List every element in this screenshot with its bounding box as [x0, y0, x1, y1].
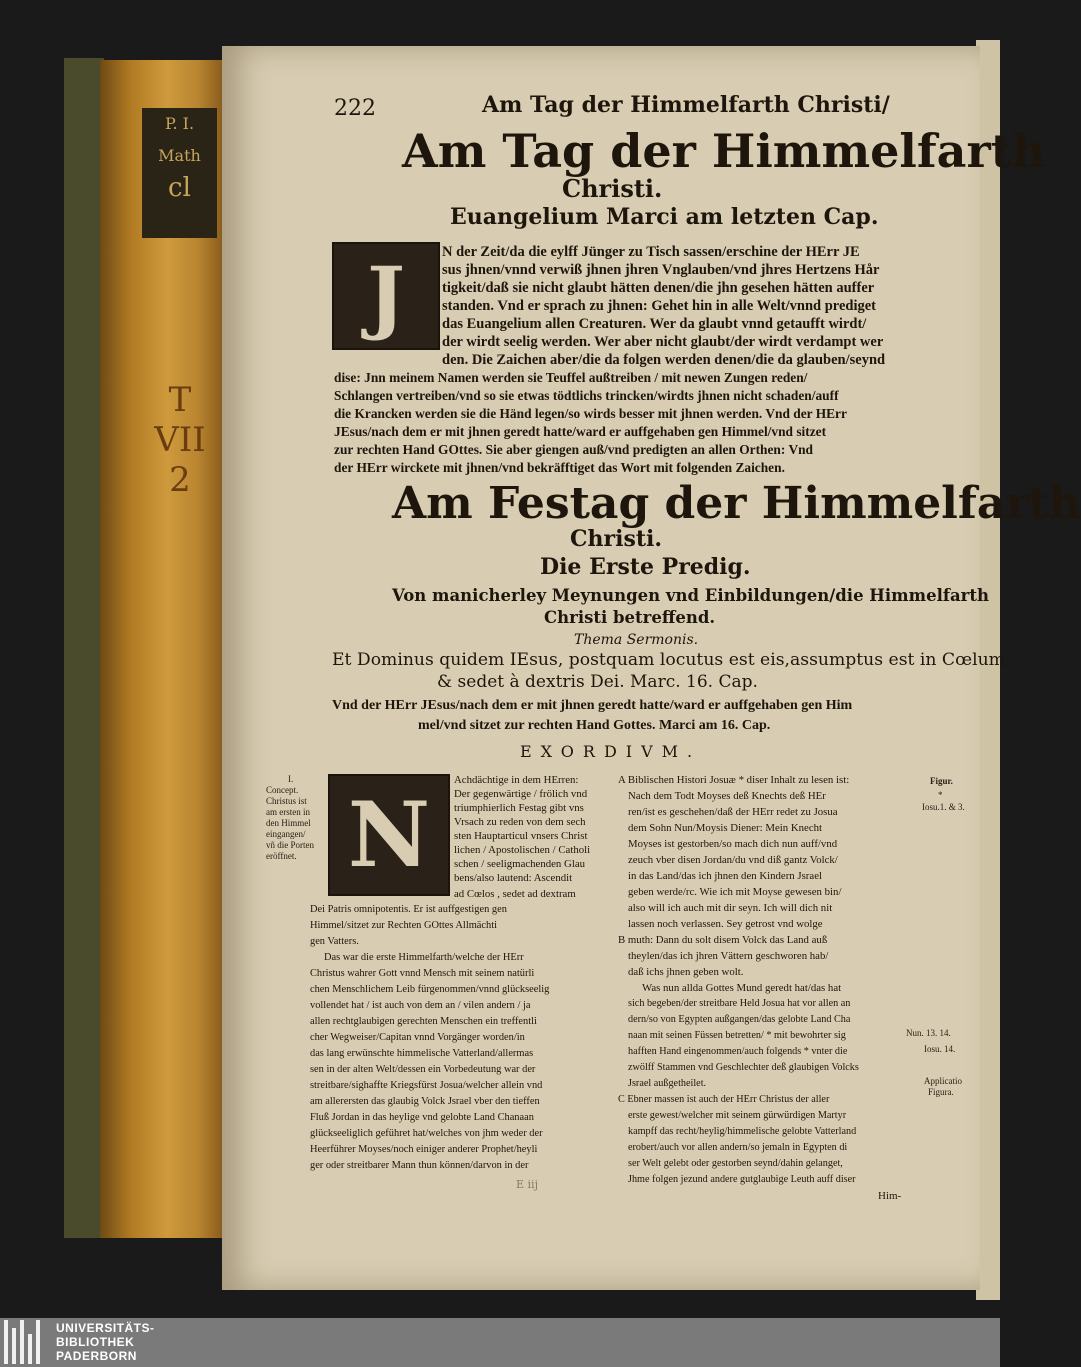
lc-line-12: streitbare/sighaffte Kriegsfürst Josua/welcher allein vnd	[310, 1080, 543, 1091]
rc-line-21: C Ebner massen ist auch der HErr Christus der aller	[618, 1094, 830, 1105]
lc-beside-9: ad Cœlos , sedet ad dextram	[454, 888, 576, 900]
rc-line-13: daß ichs jhnen geben wolt.	[628, 966, 744, 978]
logo-line-1: UNIVERSITÄTS-	[56, 1321, 155, 1335]
rc-line-16: dern/so von Egypten außgangen/das gelobte Land Cha	[628, 1014, 851, 1025]
rc-line-8: geben werde/rc. Wie ich mit Moyse gewesen bin/	[628, 886, 842, 898]
spine-text-1: P. I. Math	[158, 114, 201, 165]
german-text-1: Vnd der HErr JEsus/nach dem er mit jhnen geredt hatte/ward er auffgehaben gen Him	[332, 698, 853, 713]
rc-line-12: theylen/das ich jhren Vättern geschworen hab/	[628, 950, 829, 962]
german-text-2: mel/vnd sitzet zur rechten Hand Gottes. Marci am 16. Cap.	[418, 718, 771, 733]
rc-line-11: B muth: Dann du solt disem Volck das Land auß	[618, 934, 828, 946]
rc-line-22: erste gewest/welcher mit seinem gürwürdigen Martyr	[628, 1110, 847, 1121]
lc-beside-7: schen / seeligmachenden Glau	[454, 858, 586, 870]
latin-text-2: & sedet à dextris Dei. Marc. 16. Cap.	[437, 672, 758, 692]
lc-line-5: Christus wahrer Gott vnnd Mensch mit seinem natürli	[310, 968, 535, 979]
s1-line-7: den. Die Zaichen aber/die da folgen werden denen/die da glauben/seynd	[442, 352, 886, 368]
s1-line-13: der HErr wirckete mit jhnen/vnd bekräfftiget das Wort mit folgenden Zaichen.	[334, 460, 785, 475]
rc-line-2: Nach dem Todt Moyses deß Knechts deß HEr	[628, 790, 826, 802]
margin-note-8: eröffnet.	[266, 851, 297, 861]
right-margin-ref-3: Iosu. 14.	[924, 1044, 956, 1054]
lc-beside-1: Achdächtige in dem HErren:	[454, 774, 579, 786]
section2-heading-2: Christi betreffend.	[544, 608, 716, 627]
margin-note-6: eingangen/	[266, 829, 306, 839]
s1-line-10: die Krancken werden sie die Händ legen/so wirds besser mit jhnen werden. Vnd der HErr	[334, 406, 847, 421]
margin-note-4: am ersten in	[266, 807, 310, 817]
lc-line-15: glückseeliglich geführet hat/welches von jhm weder der	[310, 1128, 543, 1139]
rc-line-25: ser Welt gelebt oder gestorben seynd/dahin gelanget,	[628, 1158, 843, 1169]
spine-text-4: 2	[169, 460, 191, 500]
logo-line-3: PADERBORN	[56, 1349, 137, 1363]
lc-beside-3: triumphierlich Festag gibt vns	[454, 802, 584, 814]
rc-line-20: Jsrael außgetheilet.	[628, 1078, 707, 1089]
rc-line-5: Moyses ist gestorben/so mach dich nun auff/vnd	[628, 838, 838, 850]
rc-line-14: Was nun allda Gottes Mund geredt hat/das hat	[642, 982, 842, 994]
lc-line-1: Dei Patris omnipotentis. Er ist auffgestigen gen	[310, 904, 507, 915]
section1-title: Am Tag der Himmelfarth	[402, 124, 1046, 178]
exordium-heading: EXORDIVM.	[520, 742, 702, 761]
section2-heading-1: Von manicherley Meynungen vnd Einbildungen/die Himmelfarth	[392, 586, 989, 605]
lc-beside-4: Vrsach zu reden von dem sech	[454, 816, 586, 828]
right-margin-figura: Figura.	[928, 1087, 954, 1097]
book-spine	[64, 58, 104, 1238]
lc-line-11: sen in der alten Welt/dessen ein Vorbedeutung war der	[310, 1064, 536, 1075]
right-margin-ref-2: Nun. 13. 14.	[906, 1028, 951, 1038]
catchword: Him-	[878, 1190, 902, 1202]
lc-line-3: gen Vatters.	[310, 936, 359, 947]
lc-beside-8: bens/also lautend: Ascendit	[454, 872, 573, 884]
spine-volume	[150, 380, 210, 500]
lc-beside-2: Der gegenwärtige / frölich vnd	[454, 788, 588, 800]
margin-note-3: Christus ist	[266, 796, 307, 806]
margin-note-7: vñ die Porten	[266, 840, 314, 850]
lc-line-14: Fluß Jordan in das heylige vnd gelobte Land Chanaan	[310, 1112, 534, 1123]
running-head: Am Tag der Himmelfarth Christi/	[482, 92, 890, 118]
library-logo-text	[56, 1321, 155, 1363]
s1-line-3: tigkeit/daß sie nicht glaubt hätten denen/die jhn gesehen hätten auffer	[442, 280, 875, 296]
rc-line-6: zeuch vber disen Jordan/du vnd diß gantz Volck/	[628, 854, 838, 866]
spine-text-2: cl	[168, 173, 191, 203]
left-margin-note	[266, 774, 314, 862]
rc-line-3: ren/ist es geschehen/daß der HErr redet zu Josua	[628, 806, 838, 818]
latin-text-1: Et Dominus quidem IEsus, postquam locutus est eis,assumptus est in Cœlum,	[332, 650, 1011, 670]
thema-sermonis: Thema Sermonis.	[574, 632, 699, 648]
rc-line-15: sich begeben/der streitbare Held Josua hat vor allen an	[628, 998, 851, 1009]
s1-line-11: JEsus/nach dem er mit jhnen geredt hatte/ward er auffgehaben gen Himmel/vnd sitzet	[334, 424, 827, 439]
right-margin-star: *	[938, 790, 943, 800]
rc-line-9: also will ich auch mit dir seyn. Ich will dich nit	[628, 902, 833, 914]
decorated-initial-j: J	[332, 242, 440, 350]
margin-note-1: I.	[288, 774, 294, 784]
lc-line-8: allen rechtglaubigen gerechten Menschen ein treffentli	[310, 1016, 537, 1027]
decorated-initial-n: N	[328, 774, 450, 896]
section2-subtitle: Die Erste Predig.	[540, 554, 751, 580]
rc-line-23: kampff das recht/heylig/himmelische gelobte Vatterland	[628, 1126, 857, 1137]
section2-title: Am Festag der Himmelfarth	[392, 478, 1081, 529]
margin-note-5: den Himmel	[266, 818, 311, 828]
spine-text-3: T VII	[154, 380, 206, 460]
right-margin-ref-1: Iosu.1. & 3.	[922, 802, 965, 812]
rc-line-18: hafften Hand eingenommen/auch folgends * vnter die	[628, 1046, 848, 1057]
page-number: 222	[334, 96, 376, 121]
lc-line-4: Das war die erste Himmelfarth/welche der HErr	[324, 952, 524, 963]
section2-title-line2: Christi.	[570, 526, 663, 552]
s1-line-1: N der Zeit/da die eylff Jünger zu Tisch sassen/erschine der HErr JE	[442, 244, 860, 260]
s1-line-8: dise: Jnn meinem Namen werden sie Teuffel außtreiben / mit newen Zungen reden/	[334, 370, 808, 385]
rc-line-1: A Biblischen Histori Josuæ * diser Inhalt zu lesen ist:	[618, 774, 850, 786]
rc-line-24: erobert/auch vor allen andern/so jemaln in Egypten di	[628, 1142, 848, 1153]
lc-line-7: vollendet hat / ist auch von dem an / vilen andern / ja	[310, 1000, 531, 1011]
rc-line-10: lassen noch verlassen. Sey getrost vnd wolge	[628, 918, 823, 930]
lc-line-10: das lang erwünschte himmelische Vatterland/allermas	[310, 1048, 534, 1059]
lc-line-13: am allerersten das glaubig Volck Jsrael vber den tieffen	[310, 1096, 540, 1107]
s1-line-2: sus jhnen/vnnd verwiß jhnen jhren Vnglauben/vnd jhres Hertzens Hår	[442, 262, 880, 278]
rc-line-7: in das Land/das ich jhnen den Kindern Jsrael	[628, 870, 822, 882]
s1-line-4: standen. Vnd er sprach zu jhnen: Gehet hin in alle Welt/vnnd prediget	[442, 298, 876, 314]
lc-line-16: Heerführer Moyses/noch einiger anderer Prophet/heyli	[310, 1144, 538, 1155]
lc-beside-6: lichen / Apostolischen / Catholi	[454, 844, 591, 856]
book-page	[222, 46, 1081, 1290]
margin-note-2: Concept.	[266, 785, 299, 795]
logo-line-2: BIBLIOTHEK	[56, 1335, 135, 1349]
rc-line-17: naan mit seinen Füssen betretten/ * mit bewohrter sig	[628, 1030, 846, 1041]
s1-line-12: zur rechten Hand GOttes. Sie aber giengen auß/vnd predigten an allen Orthen: Vnd	[334, 442, 814, 457]
rc-line-4: dem Sohn Nun/Moysis Diener: Mein Knecht	[628, 822, 823, 834]
rc-line-26: Jhme folgen jezund andere gutglaubige Leuth auff diser	[628, 1174, 856, 1185]
s1-line-6: der wirdt seelig werden. Wer aber nicht glaubt/der wirdt verdampt wer	[442, 334, 884, 350]
lc-beside-5: sten Hauptarticul vnsers Christ	[454, 830, 588, 842]
right-margin-figur: Figur.	[930, 776, 953, 786]
s1-line-9: Schlangen vertreiben/vnd so sie etwas tödtlichs trincken/wirdts jhnen nicht schaden/auff	[334, 388, 839, 403]
lc-line-9: cher Wegweiser/Capitan vnnd Vorgänger worden/in	[310, 1032, 525, 1043]
rc-line-19: zwölff Stammen vnd Geschlechter deß glaubigen Volcks	[628, 1062, 859, 1073]
lc-line-17: ger oder streitbarer Mann thun können/darvon in der	[310, 1160, 529, 1171]
signature-mark: E iij	[516, 1178, 538, 1191]
s1-line-5: das Euangelium allen Creaturen. Wer da glaubt vnnd getaufft wirdt/	[442, 316, 867, 332]
section1-title-line2: Christi.	[562, 174, 663, 203]
library-logo-icon	[4, 1320, 44, 1364]
lc-line-6: chen Menschlichem Leib fürgenommen/vnnd glückseelig	[310, 984, 550, 995]
lc-line-2: Himmel/sitzet zur Rechten GOttes Allmächti	[310, 920, 497, 931]
spine-label	[142, 108, 217, 238]
right-margin-applicatio: Applicatio	[924, 1076, 962, 1086]
section1-subtitle: Euangelium Marci am letzten Cap.	[450, 204, 879, 230]
